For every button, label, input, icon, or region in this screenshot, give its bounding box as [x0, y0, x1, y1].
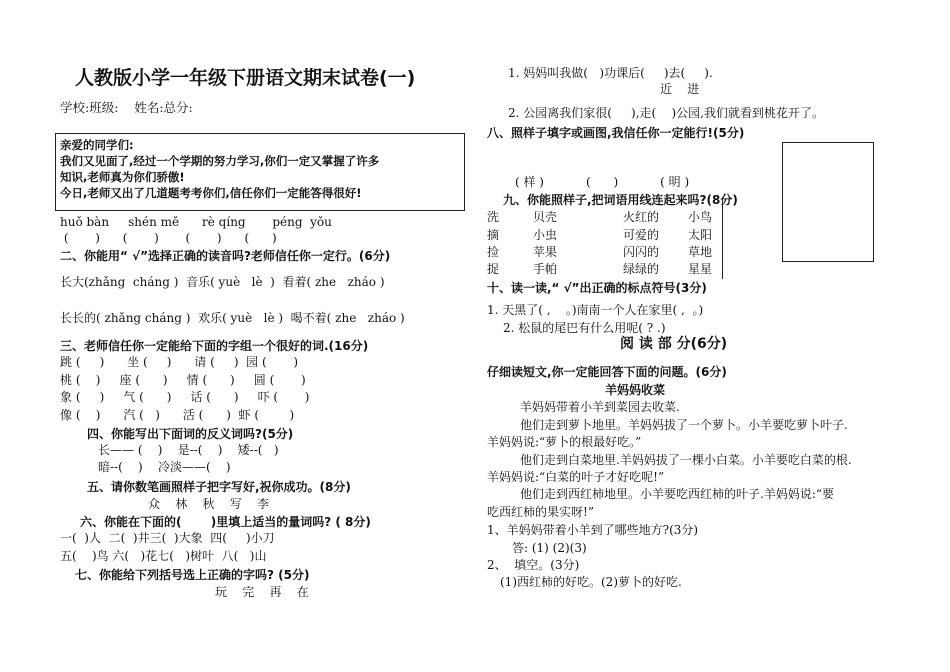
adjective-item: 可爱的 [623, 228, 660, 242]
section3-row: 像 ( ) 汽 ( ) 活 ( ) 虾 ( ) [60, 408, 295, 422]
verb-item: 捡 [487, 245, 500, 259]
object-item: 星星 [688, 262, 713, 276]
story-line: 羊妈妈说:“萝卜的根最好吃。” [487, 435, 642, 449]
story-title: 羊妈妈收菜 [605, 383, 666, 397]
section8-row: ( 样 ) ( ) ( 明 ) [515, 175, 690, 189]
verb-item: 摘 [487, 228, 500, 242]
story-line: 他们走到萝卜地里。羊妈妈拔了一个萝卜。小羊要吃萝卜叶子. [520, 418, 848, 432]
section2-row1: 长大(zhǎng cháng ) 音乐( yuè lè ) 看着( zhe zháo ) [60, 275, 385, 289]
pinyin-answer-row: ( ) ( ) ( ) ( ) [60, 231, 277, 245]
student-info-line: 学校:班级: 姓名:总分: [60, 100, 193, 115]
story-line: 他们走到白菜地里.羊妈妈拔了一棵小白菜。小羊要吃白菜的根. [520, 453, 852, 467]
question2: 2、 填空。(3分) [487, 558, 580, 572]
story-line: 羊妈妈带着小羊到菜园去收菜. [520, 400, 680, 414]
section4-row2: 暗--( ) 冷淡——( ) [98, 460, 231, 474]
adjective-item: 绿绿的 [623, 262, 660, 276]
greeting-line: 今日,老师又出了几道题考考你们,信任你们一定能答得很好! [60, 186, 362, 200]
greeting-line: 我们又见面了,经过一个学期的努力学习,你们一定又掌握了许多 [60, 154, 380, 168]
adjective-item: 闪闪的 [623, 245, 660, 259]
verb-item: 捉 [487, 262, 500, 276]
adjective-item: 火红的 [623, 210, 660, 224]
page-title: 人教版小学一年级下册语文期末试卷(一) [75, 67, 416, 89]
drawing-box[interactable] [782, 142, 874, 262]
q7-item1-words: 近 进 [660, 82, 700, 96]
story-line: 他们走到西红柿地里。小羊要吃西红柿的叶子.羊妈妈说:“要 [520, 487, 834, 501]
section7-chars: 玩 完 再 在 [215, 585, 309, 599]
section6-row2: 五( )鸟 六( )花七( )树叶 八( )山 [60, 549, 267, 563]
greeting-box [55, 133, 465, 211]
section4-heading: 四、你能写出下面词的反义词吗?(5分) [87, 427, 294, 441]
object-item: 草地 [688, 245, 713, 259]
section5-heading: 五、请你数笔画照样子把字写好,祝你成功。(8分) [87, 480, 351, 494]
section10-q2: 2. 松鼠的尾巴有什么用呢( ? .) [503, 321, 666, 335]
connecting-line [722, 197, 723, 279]
reading-section-title: 阅 读 部 分(6分) [620, 336, 728, 352]
section8-heading: 八、照样子填字或画图,我信任你一定能行!(5分) [487, 126, 745, 140]
section10-heading: 十、读一读,“ √”出正确的标点符号(3分) [487, 281, 707, 295]
section4-row1: 长—— ( ) 是--( ) 矮--( ) [98, 443, 279, 457]
section6-row1: 一( )人 二( )井三( )大象 四( )小刀 [60, 531, 275, 545]
question2-line: (1)西红柿的好吃。(2)萝卜的好吃. [500, 575, 682, 589]
noun-item: 手帕 [533, 262, 558, 276]
section3-heading: 三、老师信任你一定能给下面的字组一个很好的词.(16分) [60, 339, 369, 353]
section9-heading: 九、你能照样子,把词语用线连起来吗?(8分) [503, 193, 738, 207]
question1: 1、羊妈妈带着小羊到了哪些地方?(3分) [487, 523, 699, 537]
story-line: 羊妈妈说:“白菜的叶子才好吃呢!” [487, 470, 665, 484]
section7-heading: 七、你能给下列括号选上正确的字吗? (5分) [75, 568, 310, 582]
answer1: 答: (1) (2)(3) [512, 541, 587, 555]
section3-row: 桃 ( ) 座 ( ) 情 ( ) 圆 ( ) [60, 373, 306, 387]
section6-heading: 六、你能在下面的( )里填上适当的量词吗? ( 8分) [80, 515, 371, 529]
section2-row2: 长长的( zhǎng cháng ) 欢乐( yuè lè ) 喝不着( zhe zháo ) [60, 311, 405, 325]
object-item: 小鸟 [688, 210, 713, 224]
q7-item2: 2. 公园离我们家很( ),走( )公园,我们就看到桃花开了。 [508, 106, 824, 120]
noun-item: 小虫 [533, 228, 558, 242]
section10-q1: 1. 天黑了( , 。)南南一个人在家里( , 。) [487, 303, 704, 317]
q7-item1: 1. 妈妈叫我做( )功课后( )去( ). [508, 66, 713, 80]
section5-chars: 众 林 秋 写 李 [148, 497, 270, 511]
greeting-line: 知识,老师真为你们骄傲! [60, 170, 185, 184]
section3-row: 跳 ( ) 坐 ( ) 请 ( ) 园 ( ) [60, 355, 299, 369]
section2-heading: 二、你能用“ √”选择正确的读音吗?老师信任你一定行。(6分) [60, 249, 391, 263]
story-line: 吃西红柿的果实呀!” [487, 505, 594, 519]
verb-item: 洗 [487, 210, 500, 224]
noun-item: 苹果 [533, 245, 558, 259]
section3-row: 象 ( ) 气 ( ) 话 ( ) 吓 ( ) [60, 390, 310, 404]
object-item: 太阳 [688, 228, 713, 242]
pinyin-row: huǒ bàn shén mě rè qíng péng yǒu [60, 215, 332, 229]
greeting-line: 亲爱的同学们: [60, 138, 134, 152]
noun-item: 贝壳 [533, 210, 558, 224]
reading-intro: 仔细读短文,你一定能回答下面的问题。(6分) [487, 365, 727, 379]
